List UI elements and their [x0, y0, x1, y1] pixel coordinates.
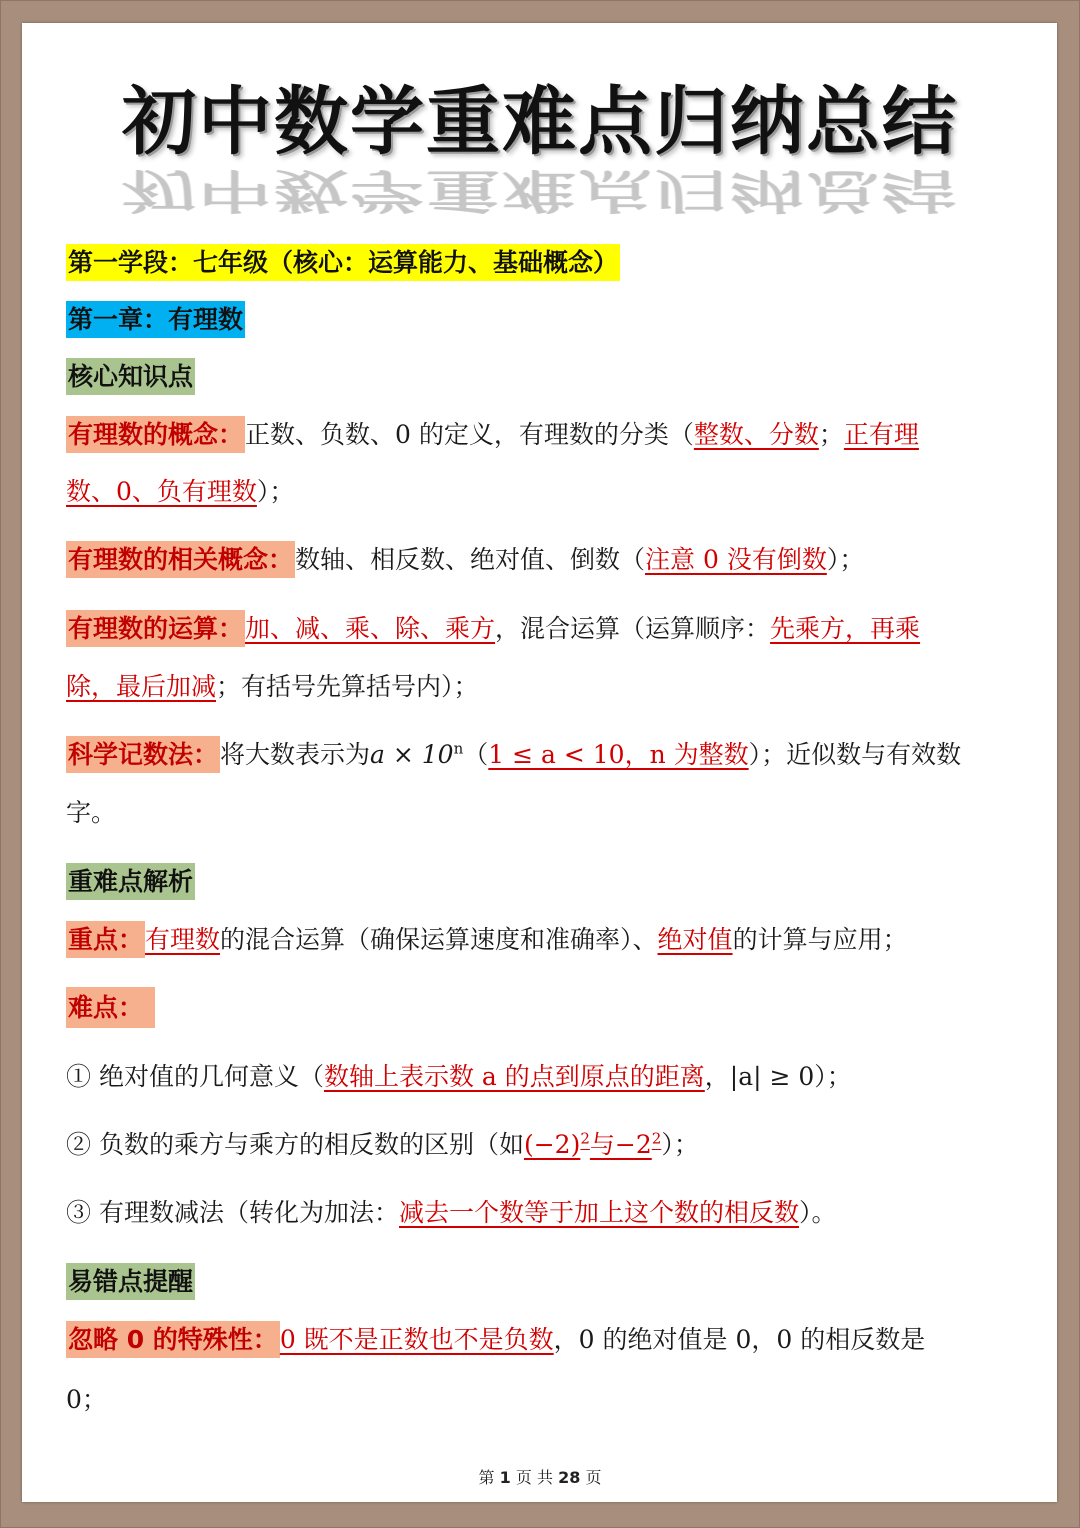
ops-red-2a: 先乘方，再乘 [770, 614, 921, 643]
footer-page-number: 1 [499, 1468, 511, 1487]
difficulty-3-text-2: ）。 [799, 1198, 837, 1227]
difficulty-1-text-1: 绝对值的几何意义（ [98, 1062, 324, 1091]
difficulty-2-exp-1: 2 [580, 1129, 590, 1148]
concept-text-3: ）； [256, 477, 295, 506]
concept-text-1: 正数、负数、0 的定义，有理数的分类（ [245, 420, 694, 449]
key-points-text-2: 的计算与应用； [732, 925, 908, 954]
difficulty-2-exp-2: 2 [651, 1129, 662, 1148]
difficulty-1-mark: ① [66, 1062, 92, 1091]
difficulty-3-text-1: 有理数减法（转化为加法： [98, 1198, 399, 1227]
difficulty-3 [66, 1193, 1026, 1229]
mistakes-line-2 [66, 1380, 1026, 1416]
sci-red-1: 1 ≤ a < 10，n 为整数 [488, 740, 749, 769]
difficulty-2-text-1: 负数的乘方与乘方的相反数的区别（如 [98, 1130, 524, 1159]
key-points-line [66, 920, 1026, 956]
section-core-heading: 核心知识点 [66, 358, 195, 395]
concept-red-2b: 数、0、负有理数 [66, 477, 257, 506]
difficulties-label: 难点： [66, 987, 155, 1028]
concept-red-2a: 正有理 [843, 420, 919, 449]
page-footer [0, 1465, 1080, 1488]
footer-pre: 第 [478, 1468, 495, 1487]
title-reflection: 初中数学重难点归纳总结 [122, 163, 958, 217]
title-block [0, 80, 1080, 220]
ops-text-1: ，混合运算（运算顺序： [495, 614, 771, 643]
section-mistakes-heading: 易错点提醒 [66, 1263, 195, 1300]
difficulties-label-line [66, 988, 1026, 1024]
sci-formula [370, 740, 463, 769]
difficulty-1-text-2: ，|a| ≥ 0）； [704, 1062, 852, 1091]
related-line [66, 540, 1026, 576]
chapter-heading-line [66, 300, 1026, 336]
concept-label: 有理数的概念： [66, 416, 245, 453]
mistakes-line-1 [66, 1320, 1026, 1356]
sci-text-4: 字。 [66, 798, 117, 827]
chapter-heading: 第一章：有理数 [66, 301, 245, 338]
mistakes-text-2: 0； [66, 1385, 107, 1414]
ops-label: 有理数的运算： [66, 610, 245, 647]
sci-line-2 [66, 793, 1026, 829]
sci-formula-exp: n [453, 739, 464, 758]
related-text-1: 数轴、相反数、绝对值、倒数（ [295, 545, 646, 574]
difficulty-3-mark: ③ [66, 1198, 92, 1227]
sci-line-1 [66, 735, 1026, 771]
concept-line-1 [66, 415, 1026, 451]
mistakes-red-1: 0 既不是正数也不是负数 [279, 1325, 554, 1354]
concept-text-2: ； [818, 420, 844, 449]
section-key-heading: 重难点解析 [66, 863, 195, 900]
page-title: 初中数学重难点归纳总结 [122, 79, 958, 165]
footer-mid: 页 共 [515, 1468, 553, 1487]
footer-post: 页 [585, 1468, 602, 1487]
difficulty-1 [66, 1057, 1026, 1093]
ops-line-2 [66, 667, 1026, 703]
ops-line-1 [66, 609, 1026, 645]
difficulty-2-red-1: (−2) [523, 1130, 581, 1159]
difficulty-2-mark: ② [66, 1130, 92, 1159]
sci-formula-base: a × 10 [370, 740, 454, 769]
section-mistakes-line [66, 1262, 1026, 1298]
ops-text-2: ；有括号先算括号内）； [216, 672, 479, 701]
difficulty-1-red: 数轴上表示数 a 的点到原点的距离 [323, 1062, 705, 1091]
key-points-red-1: 有理数 [145, 925, 221, 954]
difficulty-2-red-2: 与−2 [589, 1130, 652, 1159]
sci-text-2: （ [463, 740, 489, 769]
key-points-text-1: 的混合运算（确保运算速度和准确率）、 [220, 925, 658, 954]
difficulty-2 [66, 1125, 1026, 1161]
sci-text-1: 将大数表示为 [220, 740, 371, 769]
footer-total-pages: 28 [558, 1468, 581, 1487]
mistakes-label: 忽略 0 的特殊性： [66, 1321, 280, 1358]
related-label: 有理数的相关概念： [66, 541, 295, 578]
sci-text-3: ）；近似数与有效数 [748, 740, 962, 769]
section-core-line [66, 357, 1026, 393]
difficulty-3-red: 减去一个数等于加上这个数的相反数 [398, 1198, 799, 1227]
ops-red-2b: 除，最后加减 [66, 672, 217, 701]
concept-red-1: 整数、分数 [693, 420, 819, 449]
concept-line-2 [66, 472, 1026, 508]
stage-heading-line [66, 243, 1026, 279]
stage-heading: 第一学段：七年级（核心：运算能力、基础概念） [66, 244, 620, 281]
sci-label: 科学记数法： [66, 736, 220, 773]
key-points-red-2: 绝对值 [657, 925, 733, 954]
related-text-2: ）； [826, 545, 865, 574]
mistakes-text-1: ，0 的绝对值是 0，0 的相反数是 [553, 1325, 926, 1354]
related-red-1: 注意 0 没有倒数 [645, 545, 827, 574]
ops-red-1: 加、减、乘、除、乘方 [245, 614, 496, 643]
section-key-line [66, 862, 1026, 898]
difficulty-2-text-2: ）； [661, 1130, 699, 1159]
key-points-label: 重点： [66, 921, 145, 958]
